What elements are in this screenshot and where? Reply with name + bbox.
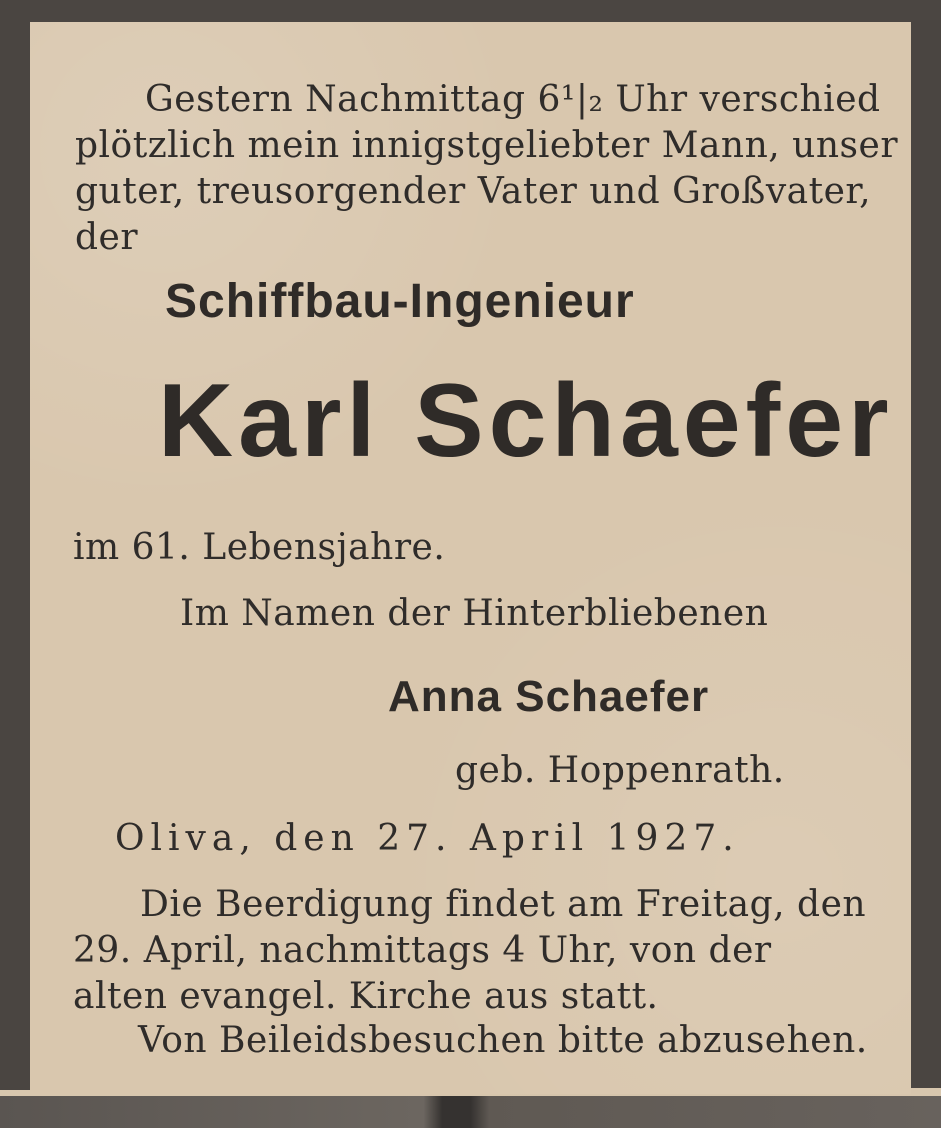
intro-line-1: Gestern Nachmittag 6¹|₂ Uhr verschied <box>145 79 881 120</box>
funeral-line-1: Die Beerdigung findet am Freitag, den <box>140 884 867 925</box>
deceased-name: Karl Schaefer <box>158 363 894 479</box>
obituary-notice <box>30 22 911 1094</box>
age-line: im 61. Lebensjahre. <box>73 527 446 568</box>
bottom-border <box>0 1096 941 1128</box>
place-date: Oliva, den 27. April 1927. <box>115 818 740 859</box>
closing-line: Von Beileidsbesuchen bitte abzusehen. <box>138 1020 868 1061</box>
funeral-line-2: 29. April, nachmittags 4 Uhr, von der <box>73 930 772 971</box>
intro-line-4: der <box>75 217 139 258</box>
left-border <box>0 0 30 1090</box>
profession-title: Schiffbau-Ingenieur <box>165 275 635 328</box>
top-border <box>0 0 941 22</box>
widow-name: Anna Schaefer <box>388 672 710 721</box>
funeral-line-3: alten evangel. Kirche aus statt. <box>73 976 659 1017</box>
intro-line-2: plötzlich mein innigstgeliebter Mann, unser <box>75 125 899 166</box>
behalf-line: Im Namen der Hinterbliebenen <box>180 593 769 634</box>
maiden-name: geb. Hoppenrath. <box>455 750 785 791</box>
intro-line-3: guter, treusorgender Vater und Großvater, <box>75 171 872 212</box>
right-border <box>911 20 941 1088</box>
